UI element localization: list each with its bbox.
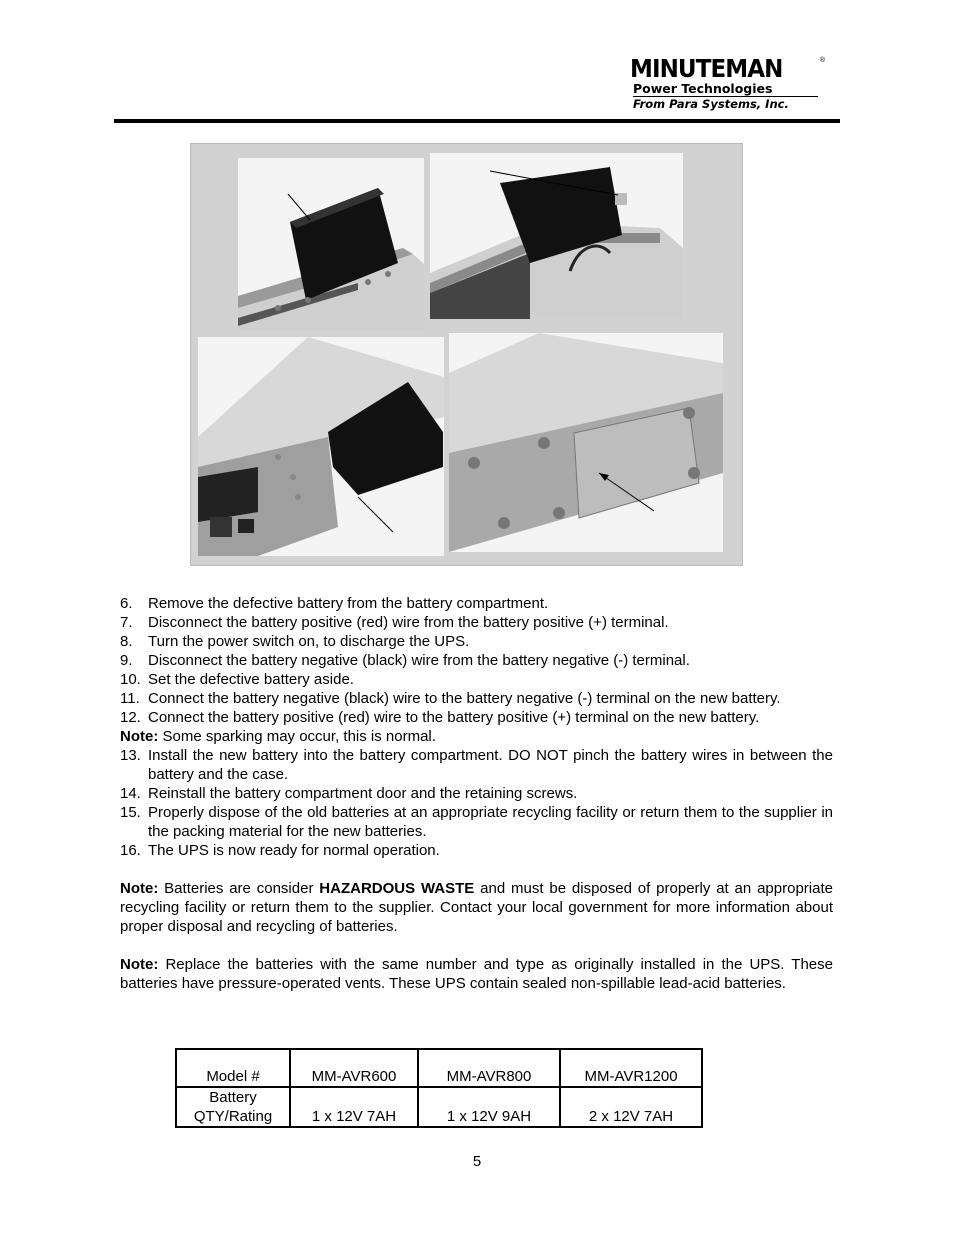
minuteman-logo [630, 55, 825, 115]
step-text: Remove the defective battery from the battery compartment. [148, 595, 549, 612]
step-number: 16. [120, 842, 141, 859]
battery-spec-table [175, 1048, 703, 1128]
battery-replacement-figure [190, 143, 743, 566]
hazardous-waste-emphasis: HAZARDOUS WASTE [319, 880, 475, 897]
step-number: 12. [120, 709, 141, 726]
table-cell: 1 x 12V 9AH [418, 1087, 560, 1127]
note-text: and must be disposed of properly at an appropriate recycling facility or return them to the supplier. Contact your local government for more information about proper disposal and recycling of batteries. [120, 880, 833, 935]
photo-remove-battery [238, 158, 424, 330]
table-header-cell: MM-AVR600 [290, 1049, 418, 1087]
sparking-note [120, 727, 833, 746]
step-text: Disconnect the battery positive (red) wire from the battery positive (+) terminal. [148, 614, 669, 631]
step-number: 14. [120, 785, 141, 802]
step-item [120, 708, 833, 727]
step-item [120, 803, 833, 841]
logo-from-text: From Para Systems, Inc. [633, 97, 789, 111]
photo-install-battery [198, 337, 444, 556]
step-text: Turn the power switch on, to discharge the UPS. [148, 633, 470, 650]
table-row [176, 1087, 702, 1127]
step-item [120, 689, 833, 708]
note-label: Note: [120, 728, 159, 745]
logo-registered-mark: ® [819, 57, 825, 64]
step-text: Reinstall the battery compartment door and the retaining screws. [148, 785, 578, 802]
logo-subtitle: Power Technologies [633, 81, 773, 96]
step-item [120, 632, 833, 651]
step-text: The UPS is now ready for normal operation. [148, 842, 440, 859]
step-item [120, 670, 833, 689]
note-text: Some sparking may occur, this is normal. [158, 728, 436, 745]
table-cell: 2 x 12V 7AH [560, 1087, 702, 1127]
page-number: 5 [472, 1153, 482, 1170]
step-number: 13. [120, 747, 141, 764]
step-item [120, 841, 833, 860]
step-item [120, 594, 833, 613]
table-header-cell: MM-AVR800 [418, 1049, 560, 1087]
battery-replacement-note [120, 955, 833, 993]
step-number: 6. [120, 595, 133, 612]
logo-wordmark: MINUTEMAN [630, 54, 783, 83]
table-header-cell: Model # [176, 1049, 290, 1087]
step-number: 11. [120, 690, 140, 707]
note-label: Note: [120, 880, 159, 897]
step-number: 15. [120, 804, 141, 821]
step-number: 8. [120, 633, 133, 650]
header-rule [114, 119, 840, 123]
hazardous-waste-note [120, 879, 833, 936]
table-row-label: Battery QTY/Rating [176, 1087, 290, 1127]
photo-disconnect-wires [430, 153, 683, 319]
step-number: 7. [120, 614, 133, 631]
instructions [120, 594, 833, 993]
step-text: Install the new battery into the battery compartment. DO NOT pinch the battery wires in between the battery and the case. [148, 747, 833, 783]
table-header-cell: MM-AVR1200 [560, 1049, 702, 1087]
table-cell: 1 x 12V 7AH [290, 1087, 418, 1127]
step-number: 10. [120, 671, 141, 688]
note-text: Batteries are consider [158, 880, 320, 897]
note-text: Replace the batteries with the same number and type as originally installed in the UPS. These batteries have pressure-operated vents. These UPS contain sealed non-spillable lead-acid batteries. [120, 956, 833, 992]
step-item [120, 651, 833, 670]
step-text: Connect the battery negative (black) wire to the battery negative (-) terminal on the new battery. [148, 690, 781, 707]
step-item [120, 746, 833, 784]
note-label: Note: [120, 956, 159, 973]
table-header-row [176, 1049, 702, 1087]
step-text: Connect the battery positive (red) wire to the battery positive (+) terminal on the new battery. [148, 709, 760, 726]
step-item [120, 613, 833, 632]
step-text: Set the defective battery aside. [148, 671, 354, 688]
step-text: Disconnect the battery negative (black) wire from the battery negative (-) terminal. [148, 652, 690, 669]
step-item [120, 784, 833, 803]
step-text: Properly dispose of the old batteries at an appropriate recycling facility or return them to the supplier in the packing material for the new batteries. [148, 804, 833, 840]
step-number: 9. [120, 652, 133, 669]
photo-reinstall-door [449, 333, 723, 552]
